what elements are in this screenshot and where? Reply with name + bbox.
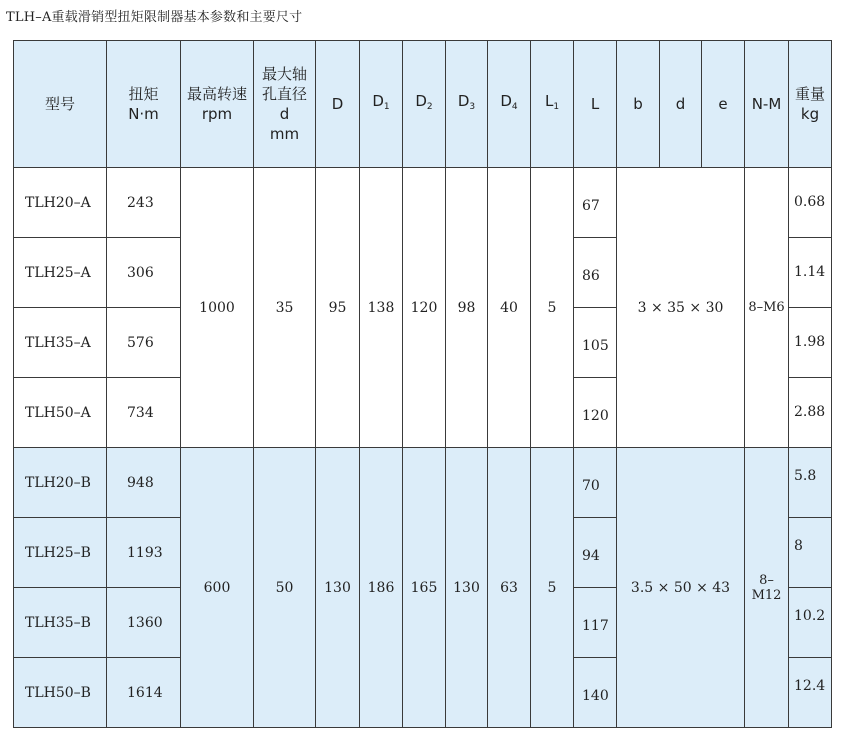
header-e: e — [702, 41, 745, 168]
header-NM: N-M — [745, 41, 789, 168]
weight-cell: 10.2 — [789, 588, 832, 658]
torque-cell: 734 — [107, 378, 181, 448]
bde-cell: 3 × 35 × 30 — [617, 168, 745, 448]
weight-cell: 2.88 — [789, 378, 832, 448]
header-D1: $D_1$ — [360, 41, 403, 168]
header-weight: 重量 kg — [789, 41, 832, 168]
L-cell: 117 — [574, 588, 617, 658]
page-title: TLH–A重载滑销型扭矩限制器基本参数和主要尺寸 — [6, 10, 303, 25]
table-row — [14, 168, 832, 238]
weight-cell: 1.14 — [789, 238, 832, 308]
bore-cell: 35 — [254, 168, 316, 448]
L-cell: 86 — [574, 238, 617, 308]
L-cell: 105 — [574, 308, 617, 378]
torque-cell: 243 — [107, 168, 181, 238]
header-bore: 最大轴 孔直径 d mm — [254, 41, 316, 168]
D-cell: 130 — [316, 448, 360, 728]
model-cell: TLH35–B — [14, 588, 107, 658]
L1-cell: 5 — [531, 448, 574, 728]
model-cell: TLH20–B — [14, 448, 107, 518]
speed-cell: 1000 — [181, 168, 254, 448]
L-cell: 140 — [574, 658, 617, 728]
torque-cell: 576 — [107, 308, 181, 378]
torque-cell: 1193 — [107, 518, 181, 588]
header-D2: $D_2$ — [403, 41, 446, 168]
model-cell: TLH25–A — [14, 238, 107, 308]
header-row — [14, 41, 832, 168]
bde-cell: 3.5 × 50 × 43 — [617, 448, 745, 728]
header-torque: 扭矩 N·m — [107, 41, 181, 168]
header-d: d — [660, 41, 702, 168]
L-cell: 94 — [574, 518, 617, 588]
header-L: L — [574, 41, 617, 168]
weight-cell: 8 — [789, 518, 832, 588]
torque-cell: 1360 — [107, 588, 181, 658]
NM-cell: 8–M12 — [745, 448, 789, 728]
model-cell: TLH35–A — [14, 308, 107, 378]
parameter-table — [13, 40, 832, 728]
D3-cell: 130 — [446, 448, 488, 728]
torque-cell: 1614 — [107, 658, 181, 728]
model-cell: TLH50–A — [14, 378, 107, 448]
header-L1: $L_1$ — [531, 41, 574, 168]
model-cell: TLH20–A — [14, 168, 107, 238]
header-D: D — [316, 41, 360, 168]
model-cell: TLH50–B — [14, 658, 107, 728]
D2-cell: 120 — [403, 168, 446, 448]
D1-cell: 138 — [360, 168, 403, 448]
D3-cell: 98 — [446, 168, 488, 448]
speed-cell: 600 — [181, 448, 254, 728]
bore-cell: 50 — [254, 448, 316, 728]
torque-cell: 306 — [107, 238, 181, 308]
L-cell: 120 — [574, 378, 617, 448]
D2-cell: 165 — [403, 448, 446, 728]
header-b: b — [617, 41, 660, 168]
header-D4: $D_4$ — [488, 41, 531, 168]
D-cell: 95 — [316, 168, 360, 448]
L-cell: 67 — [574, 168, 617, 238]
table-row — [14, 448, 832, 518]
L1-cell: 5 — [531, 168, 574, 448]
weight-cell: 0.68 — [789, 168, 832, 238]
header-speed: 最高转速 rpm — [181, 41, 254, 168]
D1-cell: 186 — [360, 448, 403, 728]
D4-cell: 63 — [488, 448, 531, 728]
header-D3: $D_3$ — [446, 41, 488, 168]
D4-cell: 40 — [488, 168, 531, 448]
L-cell: 70 — [574, 448, 617, 518]
header-model: 型号 — [14, 41, 107, 168]
weight-cell: 1.98 — [789, 308, 832, 378]
weight-cell: 12.4 — [789, 658, 832, 728]
torque-cell: 948 — [107, 448, 181, 518]
NM-cell: 8–M6 — [745, 168, 789, 448]
model-cell: TLH25–B — [14, 518, 107, 588]
weight-cell: 5.8 — [789, 448, 832, 518]
